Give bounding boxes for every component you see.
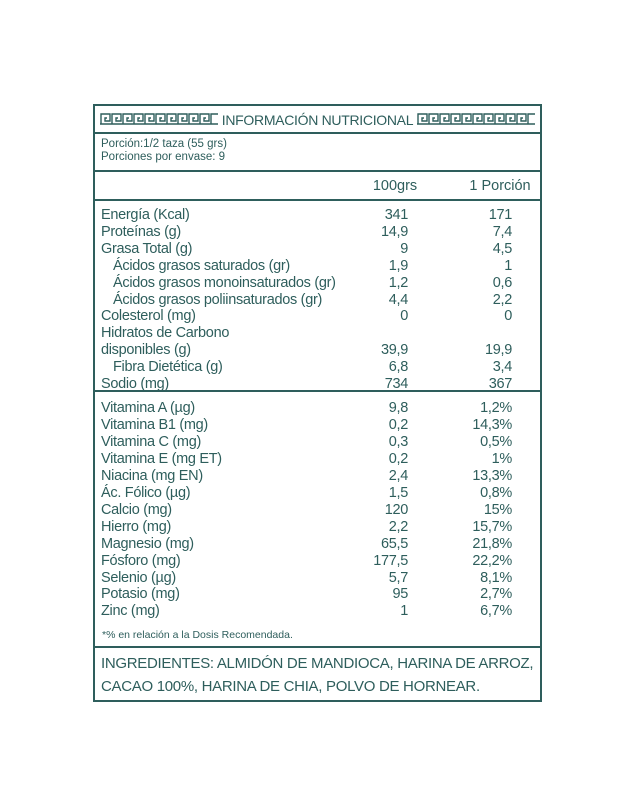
value-per-portion: 15,7% (472, 518, 512, 535)
value-per-100g: 734 (384, 376, 408, 392)
value-per-portion: 21,8% (472, 535, 512, 552)
value-per-100g: 5,7 (388, 569, 408, 586)
nutrient-row (95, 376, 540, 393)
nutrient-name: Vitamina B1 (mg) (101, 416, 208, 433)
value-per-100g: 0,2 (388, 450, 408, 467)
nutrient-name: Ácidos grasos saturados (gr) (113, 257, 290, 274)
nutrient-row (95, 434, 540, 451)
value-per-portion: 1,2% (480, 400, 512, 416)
value-per-portion: 14,3% (472, 416, 512, 433)
value-per-100g: 120 (384, 501, 408, 518)
nutrient-row (95, 325, 540, 342)
nutrient-row (95, 485, 540, 502)
nutrient-row (95, 603, 540, 620)
nutrient-row (95, 417, 540, 434)
value-per-portion: 22,2% (472, 552, 512, 569)
nutrient-row (95, 275, 540, 292)
nutrient-name: Fósforo (mg) (101, 552, 181, 569)
value-per-100g: 14,9 (380, 223, 408, 240)
nutrient-row (95, 553, 540, 570)
column-100g: 100grs (372, 178, 418, 194)
nutrient-row (95, 342, 540, 359)
portion-size: Porción:1/2 taza (55 grs) (101, 138, 227, 150)
nutrient-row (95, 359, 540, 376)
nutrient-name: Magnesio (mg) (101, 535, 194, 552)
column-portion: 1 Porción (469, 178, 531, 194)
value-per-portion: 171 (488, 207, 512, 223)
nutrient-name: Fibra Dietética (g) (113, 359, 223, 376)
nutrient-row (95, 224, 540, 241)
nutrient-row (95, 502, 540, 519)
nutrient-name: Ácidos grasos poliinsaturados (gr) (113, 291, 323, 308)
value-per-100g: 1,2 (388, 274, 408, 291)
value-per-portion: 0 (504, 308, 512, 325)
nutrient-name: Vitamina C (mg) (101, 433, 201, 450)
nutrient-row (95, 586, 540, 603)
value-per-portion: 15% (483, 501, 512, 518)
value-per-portion: 4,5 (492, 240, 512, 257)
nutrient-name: Niacina (mg EN) (101, 467, 203, 484)
value-per-portion: 0,8% (480, 484, 512, 501)
value-per-portion: 2,7% (480, 586, 512, 603)
value-per-portion: 0,6 (492, 274, 512, 291)
nutrient-row (95, 570, 540, 587)
value-per-100g: 9 (400, 240, 408, 257)
servings-per-package: Porciones por envase: 9 (101, 151, 226, 163)
nutrient-name: Colesterol (mg) (101, 308, 196, 325)
column-headers (95, 172, 540, 201)
value-per-portion: 3,4 (492, 359, 512, 376)
value-per-portion: 6,7% (480, 603, 512, 620)
value-per-100g: 1,9 (388, 257, 408, 274)
value-per-100g: 177,5 (373, 552, 408, 569)
nutrient-row (95, 451, 540, 468)
value-per-100g: 0,2 (388, 416, 408, 433)
label-header (95, 106, 540, 134)
ingredients: INGREDIENTES: ALMIDÓN DE MANDIOCA, HARINA DE ARROZ, CACAO 100%, HARINA DE CHIA, POLVO DE HORNEAR. (101, 655, 534, 695)
nutrient-row (95, 258, 540, 275)
nutrient-name: Grasa Total (g) (101, 240, 193, 257)
value-per-100g: 1 (400, 603, 408, 620)
nutrient-name: Vitamina A (µg) (101, 400, 195, 416)
nutrient-row (95, 519, 540, 536)
value-per-portion: 13,3% (472, 467, 512, 484)
nutrient-name: Vitamina E (mg ET) (101, 450, 222, 467)
nutrient-name: Hidratos de Carbono (101, 325, 230, 342)
portion-info (95, 134, 540, 172)
value-per-portion: 2,2 (492, 291, 512, 308)
nutrition-label (93, 104, 542, 702)
value-per-portion: 8,1% (480, 569, 512, 586)
nutrient-name: Energía (Kcal) (101, 207, 190, 223)
value-per-100g: 65,5 (380, 535, 408, 552)
nutrient-name: Sodio (mg) (101, 376, 169, 392)
value-per-100g: 2,4 (388, 467, 408, 484)
nutrient-name: Hierro (mg) (101, 518, 172, 535)
nutrient-name: Ácidos grasos monoinsaturados (gr) (113, 274, 336, 291)
value-per-portion: 0,5% (480, 433, 512, 450)
nutrient-name: Selenio (µg) (101, 569, 176, 586)
value-per-100g: 6,8 (388, 359, 408, 376)
value-per-100g: 0 (400, 308, 408, 325)
value-per-portion: 1 (504, 257, 512, 274)
value-per-portion: 7,4 (492, 223, 512, 240)
value-per-portion: 19,9 (484, 342, 512, 359)
value-per-100g: 341 (384, 207, 408, 223)
nutrient-row (95, 241, 540, 258)
macronutrients-section (95, 201, 540, 392)
nutrient-name: Calcio (mg) (101, 501, 172, 518)
nutrient-name: Ác. Fólico (µg) (101, 484, 191, 501)
nutrient-row (95, 536, 540, 553)
value-per-100g: 39,9 (380, 342, 408, 359)
nutrient-name: Potasio (mg) (101, 586, 180, 603)
footnote: *% en relación a la Dosis Recomendada. (102, 629, 293, 641)
nutrient-row (95, 468, 540, 485)
nutrient-name: Zinc (mg) (101, 603, 160, 620)
value-per-100g: 9,8 (388, 400, 408, 416)
nutrient-row (95, 207, 540, 224)
value-per-100g: 0,3 (388, 433, 408, 450)
value-per-portion: 1% (491, 450, 512, 467)
value-per-100g: 1,5 (388, 484, 408, 501)
label-title: INFORMACIÓN NUTRICIONAL (221, 112, 414, 128)
micronutrients-section (95, 392, 540, 648)
value-per-100g: 2,2 (388, 518, 408, 535)
nutrient-name: disponibles (g) (101, 342, 191, 359)
nutrient-row (95, 308, 540, 325)
value-per-portion: 367 (488, 376, 512, 392)
value-per-100g: 4,4 (388, 291, 408, 308)
nutrient-row (95, 292, 540, 309)
value-per-100g: 95 (392, 586, 408, 603)
nutrient-row (95, 400, 540, 417)
nutrient-name: Proteínas (g) (101, 223, 181, 240)
